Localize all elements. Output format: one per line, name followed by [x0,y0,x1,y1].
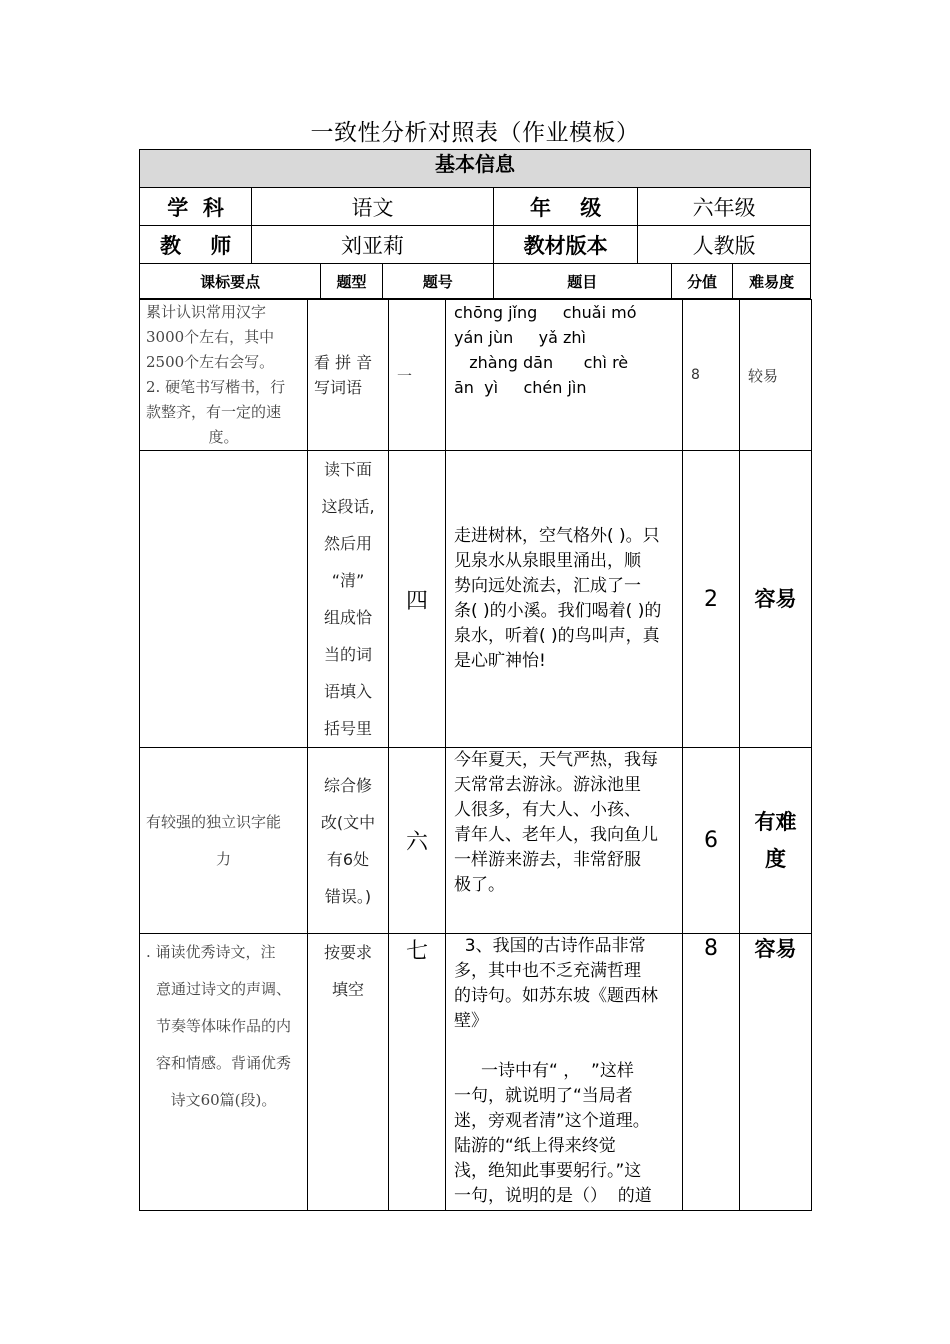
standard-line: 度。 [208,428,239,446]
difficulty-cell [740,300,812,451]
question-line: 迷，旁观者清”这个道理。 [454,1111,650,1131]
type-line: 填空 [331,980,364,999]
subject-label: 学 科 [140,188,252,226]
question-line: 是心旷神怡! [454,651,546,671]
basic-info-heading: 基本信息 [140,150,811,188]
question-line: 一句，就说明了“当局者 [454,1086,633,1106]
col-question-header: 题目 [493,264,671,299]
difficulty-line: 有难 [754,809,797,834]
edition-label: 教材版本 [493,226,638,264]
type-line: 然后用 [323,534,372,553]
question-line: 浅，绝知此事要躬行。”这 [454,1161,642,1181]
table-row [140,300,812,451]
standard-line: 有较强的独立识字能 [146,812,282,831]
question-number: 四 [405,588,428,614]
question-number: 六 [405,830,428,855]
difficulty-line: 度 [765,846,786,871]
info-row-teacher [140,226,811,264]
standard-line: 节奏等体味作品的内 [155,1017,291,1035]
type-line: 括号里 [323,719,372,738]
grade-label: 年 级 [493,188,638,226]
standard-line: 2. 硬笔书写楷书，行 [146,378,286,396]
standard-line: 累计认识常用汉字 [146,303,267,321]
standard-cell [140,451,308,748]
col-score-header: 分值 [671,264,732,299]
question-line: 极了。 [454,875,505,895]
question-number: 一 [397,366,413,385]
pinyin-line: zhàng dān chì rè [454,353,629,372]
question-line: 见泉水从泉眼里涌出，顺 [454,551,641,571]
score-value: 8 [704,936,718,961]
col-number-header: 题号 [382,264,493,299]
difficulty-value: 容易 [754,937,797,961]
question-line: 一句，说明的是（） 的道 [454,1186,652,1206]
question-line [454,1034,674,1059]
question-cell [446,748,683,934]
standard-cell [140,748,308,934]
grade-value: 六年级 [638,188,811,226]
question-line: 天常常去游泳。游泳池里 [454,775,641,795]
info-row-subject [140,188,811,226]
standard-line: 款整齐，有一定的速 [146,403,282,421]
score-cell [683,451,740,748]
score-value: 8 [691,367,700,383]
number-cell [389,300,446,451]
type-cell [308,300,389,451]
page-title: 一致性分析对照表（作业模板） [310,120,640,146]
standard-cell [140,300,308,451]
difficulty-cell [740,934,812,1211]
question-cell [446,934,683,1211]
standard-line: 3000个左右，其中 [146,328,275,346]
standard-line: 2500个左右会写。 [146,353,275,371]
col-difficulty-header: 难易度 [733,264,811,299]
type-line: 读下面 [323,460,372,479]
table-row [140,451,812,748]
pinyin-line: yán jùn yǎ zhì [454,328,586,347]
column-header-row [140,264,811,299]
standard-line: 意通过诗文的声调、 [155,980,291,998]
analysis-table [139,149,811,299]
question-number: 七 [405,939,428,964]
type-text: 看 拼 音 写词语 [314,353,373,397]
pinyin-line: chōng jǐng chuǎi mó [454,303,637,322]
edition-value: 人教版 [638,226,811,264]
question-line: 条( )的小溪。我们喝着( )的 [454,601,662,621]
number-cell [389,451,446,748]
question-line: 泉水，听着( )的鸟叫声，真 [454,626,660,646]
type-cell [308,748,389,934]
standard-line: 容和情感。背诵优秀 [155,1054,291,1072]
type-line: 按要求 [323,943,372,962]
score-cell [683,300,740,451]
standard-line: 诗文60篇(段)。 [170,1091,277,1109]
type-line: 组成恰 [323,608,372,627]
type-cell [308,934,389,1211]
difficulty-cell [740,451,812,748]
question-line: 势向远处流去，汇成了一 [454,576,641,596]
standard-cell [140,934,308,1211]
table-row [140,934,812,1211]
col-standard-header: 课标要点 [140,264,321,299]
number-cell [389,748,446,934]
type-line: 改(文中 [320,812,376,832]
type-line: 这段话, [321,497,375,516]
subject-value: 语文 [252,188,494,226]
question-line: 多，其中也不乏充满哲理 [454,961,641,981]
question-line: 今年夏天，天气严热，我每 [454,750,658,770]
question-line: 走进树林，空气格外( )。只 [454,526,660,546]
standard-line: . 诵读优秀诗文，注 [146,943,276,961]
difficulty-value: 容易 [754,586,797,611]
table-row [140,748,812,934]
standard-line: 力 [215,849,231,868]
score-cell [683,934,740,1211]
difficulty-value: 较易 [748,366,779,385]
type-line: “清” [331,571,365,590]
type-line: 语填入 [323,682,372,701]
question-cell [446,300,683,451]
question-line: 青年人、老年人，我向鱼儿 [454,825,658,845]
question-line: 3、我国的古诗作品非常 [454,936,646,956]
score-value: 6 [704,828,718,853]
score-cell [683,748,740,934]
question-table [139,299,812,1211]
question-cell [446,451,683,748]
teacher-value: 刘亚莉 [252,226,494,264]
type-line: 有6处 [326,849,370,869]
type-line: 错误。) [324,886,372,906]
question-line: 人很多，有大人、小孩、 [454,800,641,820]
type-line: 综合修 [323,775,372,795]
score-value: 2 [704,586,718,612]
difficulty-cell [740,748,812,934]
question-line: 陆游的“纸上得来终觉 [454,1136,616,1156]
type-line: 当的词 [323,645,372,664]
basic-info-band [140,150,811,188]
question-line: 一样游来游去，非常舒服 [454,850,641,870]
question-line: 壁》 [454,1011,488,1031]
question-line: 一诗中有“ ， ”这样 [454,1061,634,1081]
teacher-label: 教 师 [140,226,252,264]
col-type-header: 题型 [321,264,382,299]
pinyin-line: ān yì chén jìn [454,378,587,397]
type-cell [308,451,389,748]
number-cell [389,934,446,1211]
question-line: 的诗句。如苏东坡《题西林 [454,986,658,1006]
